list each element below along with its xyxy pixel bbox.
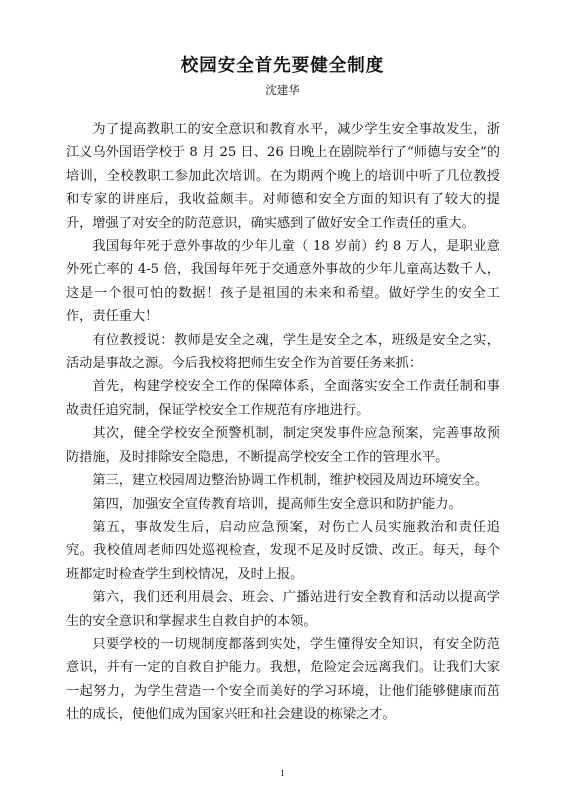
paragraph-5: 其次，健全学校安全预警机制，制定突发事件应急预案，完善事故预防措施，及时排除安全隐患，不断提高学校安全工作的管理水平。	[66, 426, 500, 465]
document-title: 校园安全首先要健全制度	[180, 56, 385, 76]
paragraph-3: 有位教授说：教师是安全之魂，学生是安全之本，班级是安全之实，活动是事故之源。今后我校将把师生安全作为首要任务来抓：	[66, 332, 500, 372]
paragraph-8: 第五，事故发生后，启动应急预案，对伤亡人员实施救治和责任追究。我校值周老师四处巡视检查，发现不足及时反馈、改正。每天，每个班都定时检查学生到校情况，及时上报。	[66, 519, 500, 582]
paragraph-9: 第六，我们还利用晨会、班会、广播站进行安全教育和活动以提高学生的安全意识和掌握求生自救自护的本领。	[66, 590, 500, 629]
paragraph-10: 只要学校的一切规制度都落到实处，学生懂得安全知识，有安全防范意识，并有一定的自救自护能力。我想，危险定会远离我们。让我们大家一起努力，为学生营造一个安全而美好的学习环境，让他们能够健康而茁壮的成长，使他们成为国家兴旺和社会建设的栋梁之才。	[66, 636, 500, 723]
paragraph-7: 第四，加强安全宣传教育培训，提高师生安全意识和防护能力。	[92, 496, 462, 512]
paragraph-2: 我国每年死于意外事故的少年儿童（ 18 岁前）约 8 万人，是职业意外死亡率的 4-5 倍，我国每年死于交通意外事故的少年儿童高达数千人，这是一个很可怕的数据！孩子是祖国的未来和希望。做好学生的安全工作，责任重大！	[66, 239, 500, 325]
page-number: 1	[280, 768, 285, 778]
author-name: 沈建华	[265, 83, 300, 97]
document-body	[66, 118, 500, 727]
paragraph-4: 首先，构建学校安全工作的保障体系，全面落实安全工作责任制和事故责任追究制，保证学校安全工作规范有序地进行。	[66, 379, 500, 418]
paragraph-6: 第三，建立校园周边整治协调工作机制，维护校园及周边环境安全。	[92, 473, 489, 489]
paragraph-1: 为了提高教职工的安全意识和教育水平，减少学生安全事故发生，浙江义乌外国语学校于 8 月 25 日、26 日晚上在剧院举行了“师德与安全”的培训，全校教职工参加此次培训。在为期两个晚上的培训中听了几位教授和专家的讲座后，我收益颇丰。对师德和安全方面的知识有了较大的提升，增强了对安全的防范意识，确实感到了做好安全工作责任的重大。	[66, 122, 500, 231]
